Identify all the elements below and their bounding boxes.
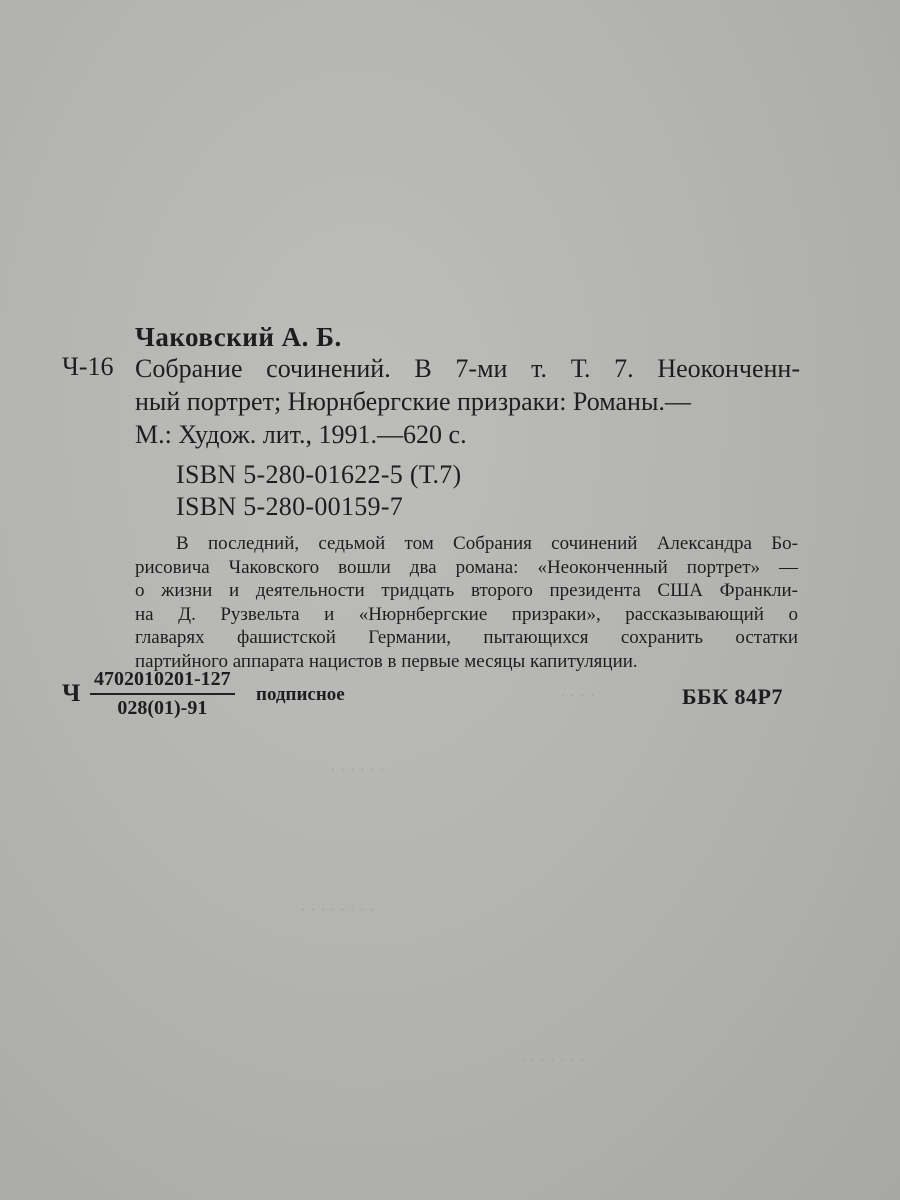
isbn-volume: ISBN 5-280-01622-5 (Т.7) xyxy=(176,460,462,489)
annotation-line: рисовича Чаковского вошли два романа: «Неоконченный портрет» — xyxy=(135,556,798,578)
index-letter: Ч xyxy=(62,680,81,707)
imprint-line: М.: Худож. лит., 1991.—620 с. xyxy=(135,420,467,449)
bbk-code: ББК 84Р7 xyxy=(682,684,783,709)
author-name: Чаковский А. Б. xyxy=(135,322,342,352)
show-through-text: · · · · xyxy=(560,686,596,705)
call-code: Ч-16 xyxy=(62,352,114,381)
fraction-denominator: 028(01)-91 xyxy=(117,697,208,719)
subscription-label: подписное xyxy=(256,684,345,705)
isbn-set: ISBN 5-280-00159-7 xyxy=(176,492,404,521)
annotation-line: партийного аппарата нацистов в первые месяцы капитуляции. xyxy=(135,650,638,672)
annotation-line: о жизни и деятельности тридцать второго президента США Франкли- xyxy=(135,580,798,601)
annotation xyxy=(135,532,798,673)
fraction-numerator: 4702010201-127 xyxy=(90,668,235,695)
bibliographic-description xyxy=(135,352,800,451)
annotation-line: главарях фашистской Германии, пытающихся сохранить остатки xyxy=(135,627,798,648)
title-line-2: ный портрет; Нюрнбергские призраки: Романы.— xyxy=(135,387,691,416)
annotation-line: В последний, седьмой том Собрания сочинений Александра Бо- xyxy=(176,533,798,554)
annotation-line: на Д. Рузвельта и «Нюрнбергские призраки», рассказывающий о xyxy=(135,603,798,625)
show-through-text: · · · · · · xyxy=(330,760,386,779)
show-through-text: · · · · · · · xyxy=(520,1050,586,1069)
show-through-text: · · · · · · · · xyxy=(300,900,376,919)
title-line-1: Собрание сочинений. В 7-ми т. Т. 7. Неоконченн- xyxy=(135,354,800,383)
classification-fraction xyxy=(90,668,235,720)
